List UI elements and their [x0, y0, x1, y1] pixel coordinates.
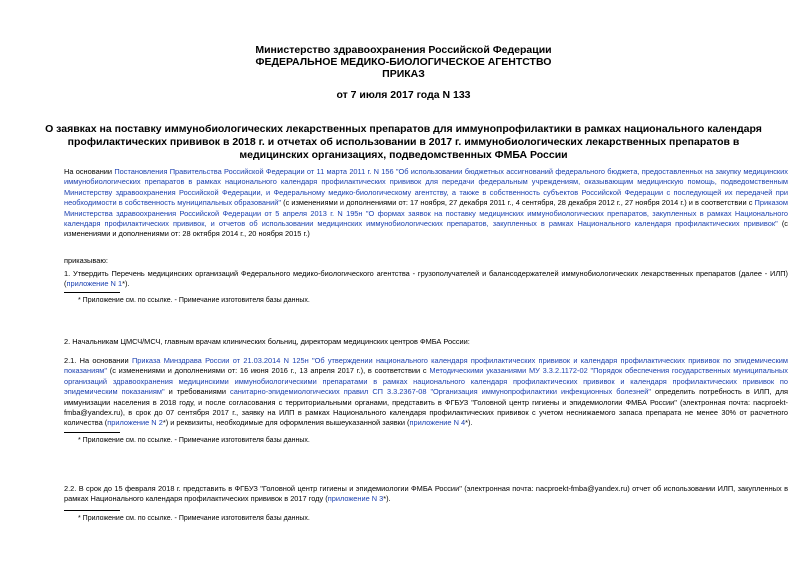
- link-appendix-4[interactable]: приложение N 4: [409, 418, 466, 428]
- footnote-2: * Приложение см. по ссылке. - Примечание изготовителя базы данных.: [78, 437, 310, 444]
- date-number: от 7 июля 2017 года N 133: [336, 89, 471, 101]
- footnote-1: * Приложение см. по ссылке. - Примечание изготовителя базы данных.: [78, 297, 310, 304]
- item-2-2-paragraph: 2.2. В срок до 15 февраля 2018 г. представить в ФГБУЗ "Головной центр гигиены и эпидемиологии ФМБА России" (электронная почта: nacproekt-fmba@yandex.ru) отчет об использовании ИЛП, закупленных в рамках Национального календаря профилактических прививок в 2017 году (приложение N 3*).: [64, 484, 788, 504]
- preamble-text-2: (с изменениями и дополнениями от: 17 ноября, 27 декабря 2011 г., 4 сентября, 28 декабря 2012 г., 27 ноября 2014 г.) и в соответствии с: [281, 198, 755, 208]
- agency-heading: ФЕДЕРАЛЬНОЕ МЕДИКО-БИОЛОГИЧЕСКОЕ АГЕНТСТВО: [255, 56, 552, 68]
- footnote-divider: [64, 292, 120, 293]
- preamble-paragraph: [64, 167, 788, 240]
- link-order-125n[interactable]: Приказа Минздрава России от 21.03.2014 N 125н "Об утверждении национального календаря профилактических прививок и календаря профилактических прививок по эпидемическим показаниям": [64, 356, 788, 376]
- item-1-paragraph: 1. Утвердить Перечень медицинских организаций Федерального медико-биологического агентства - грузополучателей и балансодержателей иммунобиологических лекарственных препаратов (далее - ИЛП) (приложение N 1*).: [64, 269, 788, 289]
- doc-type-heading: ПРИКАЗ: [382, 68, 425, 80]
- footnote-divider: [64, 432, 120, 433]
- footnote-divider: [64, 510, 120, 511]
- footnote-3: * Приложение см. по ссылке. - Примечание изготовителя базы данных.: [78, 515, 310, 522]
- link-appendix-3[interactable]: приложение N 3: [327, 494, 384, 504]
- item-2-1-paragraph: 2.1. На основании Приказа Минздрава России от 21.03.2014 N 125н "Об утверждении национального календаря профилактических прививок и календаря профилактических прививок по эпидемическим показаниям" (с изменениями и дополнениями от: 16 июня 2016 г., 13 апреля 2017 г.), в соответствии с Методическими указаниями МУ 3.3.2.1172-02 "Порядок обеспечения государственных муниципальных организаций здравоохранения медицинскими иммунобиологическими препаратами в рамках национального календаря профилактических прививок и календаря профилактических прививок по эпидемическим показаниям" и требованиями санитарно-эпидемиологических правил СП 3.3.2367-08 "Организация иммунопрофилактики инфекционных болезней" определить потребность в ИЛП, для иммунизации населения в 2018 году, и после согласования с территориальными органами, представить в ФГБУЗ "Головной центр гигиены и эпидемиологии ФМБА России" (электронная почта: nacproekt-fmba@yandex.ru), в срок до 07 сентября 2017 г., заявку на ИЛП в рамках Национального календаря профилактических прививок с учетом неснижаемого запаса препарата не менее 30% от расчетного количества (приложение N 2*) и реквизиты, необходимые для оформления вышеуказанной заявки (приложение N 4*).: [64, 356, 789, 428]
- link-health-ministry-order-195n[interactable]: Приказом Министерства здравоохранения Российской Федерации от 5 апреля 2013 г. N 195н "О формах заявок на поставку медицинских иммунобиологических препаратов, закупленных в рамках Национального календаря профилактических прививок, и отчетов об использовании медицинских иммунобиологических препаратов, закупленных в рамках Национального календаря профилактических прививок": [64, 198, 789, 229]
- item-2-paragraph: 2. Начальникам ЦМСЧ/МСЧ, главным врачам клинических больниц, директорам медицинских центров ФМБА России:: [64, 337, 470, 346]
- preamble-text-3: (с изменениями и дополнениями от: 28 октября 2014 г., 20 ноября 2015 г.): [64, 219, 788, 239]
- link-government-decree-156[interactable]: Постановления Правительства Российской Федерации от 11 марта 2011 г. N 156 "Об использовании бюджетных ассигнований федерального бюджета, предоставленных на закупку медицинских иммунобиологических препаратов в рамках национального календаря профилактических прививок для передачи федеральным учреждениям, оказывающим медицинскую помощь, подведомственным Министерству здравоохранения Российской Федерации, и Федеральному медико-биологическому агентству, а также в собственность субъектов Российской Федерации с последующей их передачей при необходимости в собственность муниципальных образований": [64, 167, 788, 208]
- ministry-heading: Министерство здравоохранения Российской Федерации: [255, 44, 552, 56]
- link-appendix-1[interactable]: приложение N 1: [66, 279, 123, 289]
- link-sanitary-rules[interactable]: санитарно-эпидемиологических правил СП 3.3.2367-08 "Организация иммунопрофилактики инфекционных болезней": [230, 387, 652, 397]
- order-word: приказываю:: [64, 256, 108, 265]
- link-guidelines-mu[interactable]: Методическими указаниями МУ 3.3.2.1172-02 "Порядок обеспечения государственных муниципальных организаций здравоохранения медицинскими иммунобиологическими препаратами в рамках национального календаря профилактических прививок и календаря профилактических прививок по эпидемическим показаниям": [64, 366, 788, 397]
- document-title: О заявках на поставку иммунобиологических лекарственных препаратов для иммунопрофилактики в рамках национального календаря профилактических прививок в 2018 г. и отчетах об использовании в 2017 г. иммунобиологических лекарственных препаратов в медицинских организациях, подведомственных ФМБА России: [45, 123, 762, 161]
- preamble-text-1: На основании: [64, 167, 115, 176]
- link-appendix-2[interactable]: приложение N 2: [107, 418, 163, 428]
